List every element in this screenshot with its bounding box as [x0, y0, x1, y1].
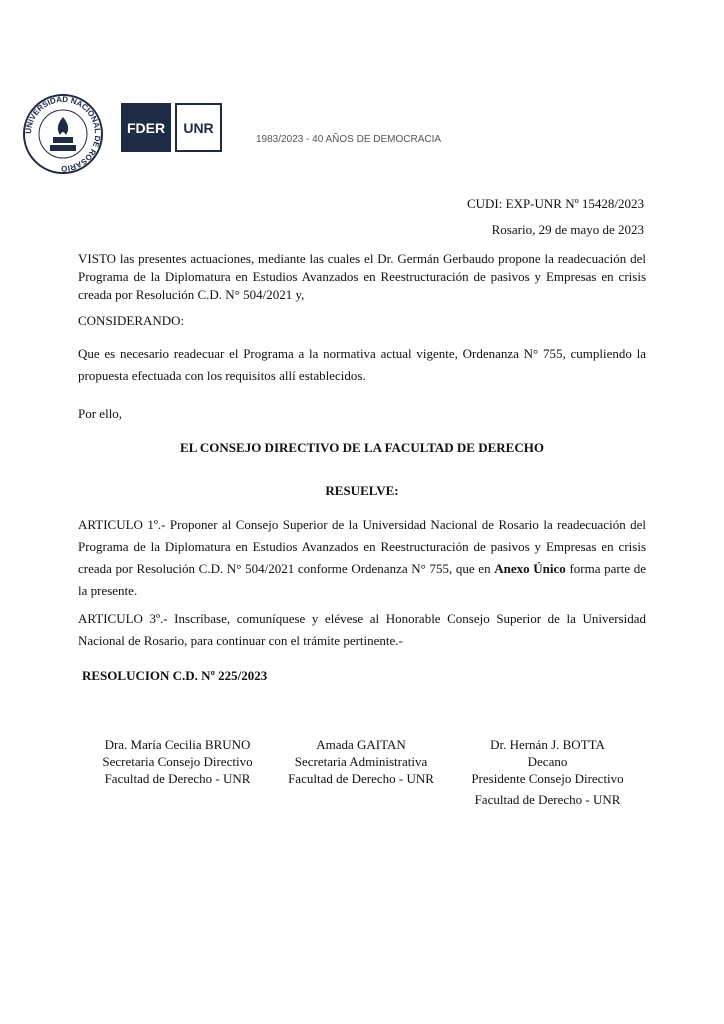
svg-text:UNIVERSIDAD NACIONAL DE ROSARI: UNIVERSIDAD NACIONAL DE ROSARIO: [23, 94, 103, 174]
resolucion-number: RESOLUCION C.D. Nº 225/2023: [82, 668, 268, 683]
signature-role: Secretaria Consejo Directivo: [102, 754, 253, 769]
articulo-3-paragraph: ARTICULO 3º.- Inscríbase, comuníquese y elévese al Honorable Consejo Superior de la Universidad Nacional de Rosario, para continuar con el trámite pertinente.-: [78, 611, 646, 648]
fder-logo-text: FDER: [126, 119, 166, 136]
signature-extra: Facultad de Derecho - UNR: [474, 792, 621, 807]
signature-org: Facultad de Derecho - UNR: [104, 771, 251, 786]
signature-bruno: [90, 736, 265, 787]
signature-name: Amada GAITAN: [316, 737, 406, 752]
signature-org: Presidente Consejo Directivo: [471, 771, 624, 786]
document-date: Rosario, 29 de mayo de 2023: [491, 222, 644, 237]
anexo-unico-text: Anexo Único: [494, 561, 566, 576]
signature-name: Dra. María Cecilia BRUNO: [104, 737, 251, 752]
articulo-1-text: ARTICULO 1º.- Proponer al Consejo Superior de la Universidad Nacional de Rosario la readecuación del Programa de la Diplomatura en Estudios Avanzados en Reestructuración de pasivos y Empresas en crisis creada por Resolución C.D. N° 504/2021 conforme Ordenanza N° 755, que en: [78, 517, 646, 576]
fder-logo: [121, 103, 171, 152]
signature-gaitan: [282, 736, 440, 787]
unr-logo-text: UNR: [183, 119, 214, 136]
unr-logo: [175, 103, 222, 152]
articulo-1-paragraph: [78, 514, 646, 602]
democracy-tagline: 1983/2023 - 40 AÑOS DE DEMOCRACIA: [256, 134, 442, 145]
signature-name: Dr. Hernán J. BOTTA: [490, 737, 605, 752]
cudi-reference: CUDI: EXP-UNR Nº 15428/2023: [466, 196, 644, 211]
articulo-1-ending: forma parte de la presente.: [78, 561, 647, 598]
university-seal-icon: [22, 93, 104, 175]
signature-role: Secretaria Administrativa: [294, 754, 428, 769]
considerando-heading: CONSIDERANDO:: [78, 313, 185, 328]
por-ello-text: Por ello,: [78, 406, 123, 421]
consejo-heading: EL CONSEJO DIRECTIVO DE LA FACULTAD DE DERECHO: [180, 440, 544, 455]
signature-org: Facultad de Derecho - UNR: [288, 771, 434, 786]
resuelve-heading: RESUELVE:: [325, 483, 399, 498]
signature-role: Decano: [527, 754, 568, 769]
que-paragraph: Que es necesario readecuar el Programa a la normativa actual vigente, Ordenanza N° 755, cumpliendo la propuesta efectuada con los requisitos allí establecidos.: [78, 346, 646, 383]
signature-botta: [460, 736, 635, 808]
visto-paragraph: VISTO las presentes actuaciones, mediante las cuales el Dr. Germán Gerbaudo propone la readecuación del Programa de la Diplomatura en Estudios Avanzados en Reestructuración de pasivos y Empresas en crisis creada por Resolución C.D. N° 504/2021 y,: [78, 251, 646, 302]
